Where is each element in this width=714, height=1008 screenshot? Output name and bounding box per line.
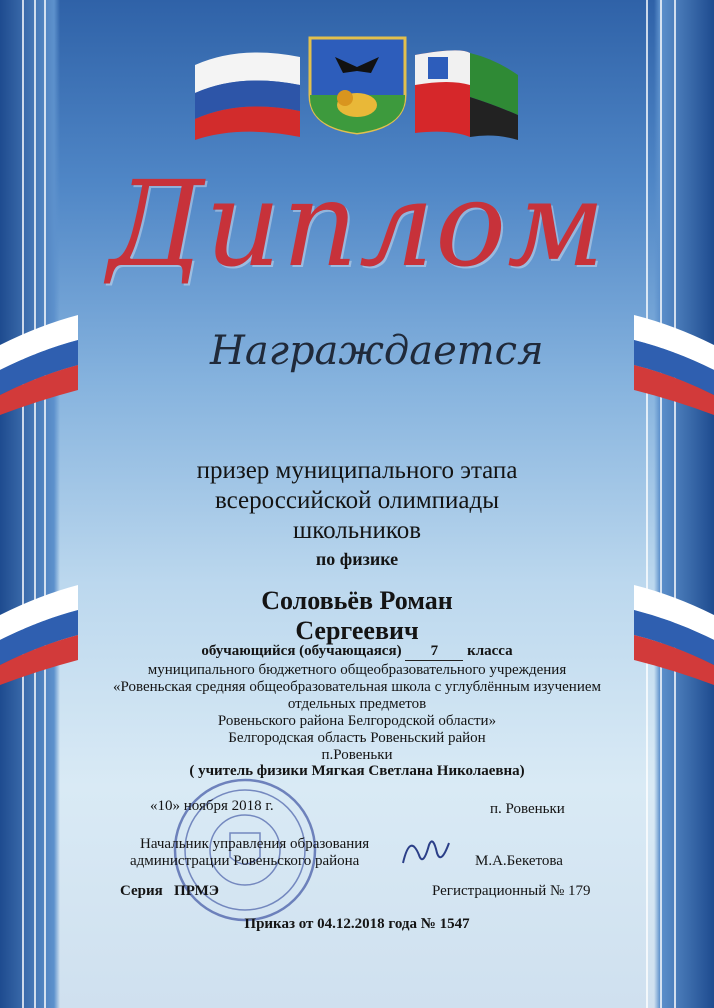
signatory-name: М.А.Бекетова [475,853,563,869]
issue-place: п. Ровеньки [490,801,565,817]
russian-flag-icon [190,45,305,140]
diploma-title: Диплом [108,155,606,293]
teacher-line: ( учитель физики Мягкая Светлана Николаевна) [189,763,525,779]
signer-position-line-2: администрации Ровеньского района [130,853,360,869]
award-line-2: всероссийской олимпиады [214,487,500,514]
handwritten-signature-icon [395,825,455,875]
belgorod-coat-of-arms-icon [305,35,410,135]
student-name-line-2: Сергеевич [295,616,419,645]
school-line-6: п.Ровеньки [321,747,393,763]
tricolor-ribbon-icon [630,305,714,415]
awarded-label: Награждается [210,328,544,374]
grade-suffix: класса [467,643,513,659]
award-line-1: призер муниципального этапа [196,457,518,484]
school-line-2: «Ровеньская средняя общеобразовательная школа с углублённым изучением [112,679,601,695]
grade-value: 7 [405,643,463,661]
grade-line [0,643,714,661]
series: Серия ПРМЭ [120,883,219,899]
subject: по физике [315,549,399,569]
order-line: Приказ от 04.12.2018 года № 1547 [244,916,470,932]
school-line-3: отдельных предметов [287,696,427,712]
tricolor-ribbon-icon [0,305,80,415]
award-line-3: школьников [292,517,422,544]
student-name-line-1: Соловьёв Роман [261,586,453,615]
school-line-4: Ровеньского района Белгородской области» [217,713,497,729]
issue-date: «10» ноября 2018 г. [150,798,274,814]
signer-position-line-1: Начальник управления образования [140,836,370,852]
studying-prefix: обучающийся (обучающаяся) [201,643,402,659]
school-line-5: Белгородская область Ровеньский район [228,730,486,746]
school-line-1: муниципального бюджетного общеобразовательного учреждения [147,662,567,678]
belgorod-region-flag-icon [410,45,520,140]
registration-number: Регистрационный № 179 [432,883,591,899]
